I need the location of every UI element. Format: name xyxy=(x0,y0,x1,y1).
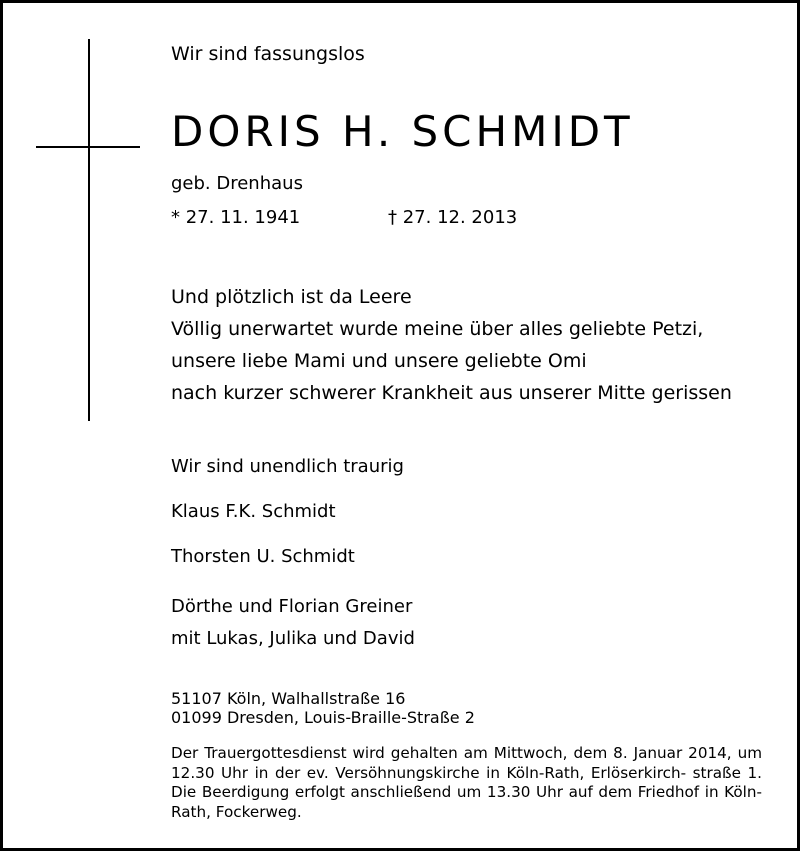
birth-date: * 27. 11. 1941 xyxy=(171,207,301,228)
poem-line: unsere liebe Mami und unsere geliebte Omi xyxy=(171,350,587,372)
mourner-name: Klaus F.K. Schmidt xyxy=(171,501,336,522)
cross-vertical-bar xyxy=(88,39,90,421)
mourner-family xyxy=(171,591,415,655)
poem-line: nach kurzer schwerer Krankheit aus unserer Mitte gerissen xyxy=(171,382,732,404)
maiden-name: geb. Drenhaus xyxy=(171,173,303,194)
mourner-name: Thorsten U. Schmidt xyxy=(171,546,355,567)
mourning-line: Wir sind unendlich traurig xyxy=(171,456,404,477)
deceased-name: DORIS H. SCHMIDT xyxy=(171,107,634,156)
address-line: 51107 Köln, Walhallstraße 16 xyxy=(171,689,406,708)
poem-block xyxy=(171,281,732,409)
poem-line: Und plötzlich ist da Leere xyxy=(171,286,412,308)
death-date: † 27. 12. 2013 xyxy=(388,207,518,228)
poem-line: Völlig unerwartet wurde meine über alles geliebte Petzi, xyxy=(171,318,704,340)
mourner-name: Dörthe und Florian Greiner xyxy=(171,596,413,617)
service-details: Der Trauergottesdienst wird gehalten am Mittwoch, dem 8. Januar 2014, um 12.30 Uhr in der ev. Versöhnungskirche in Köln-Rath, Erlöserkirch- straße 1. Die Beerdigung erfolgt anschließend um 13.30 Uhr auf dem Friedhof in Köln-Rath, Fockerweg. xyxy=(171,744,762,821)
cross-horizontal-bar xyxy=(36,146,140,148)
address-block xyxy=(171,689,475,727)
address-line: 01099 Dresden, Louis-Braille-Straße 2 xyxy=(171,708,475,727)
mourner-children: mit Lukas, Julika und David xyxy=(171,628,415,649)
intro-line: Wir sind fassungslos xyxy=(171,43,365,65)
